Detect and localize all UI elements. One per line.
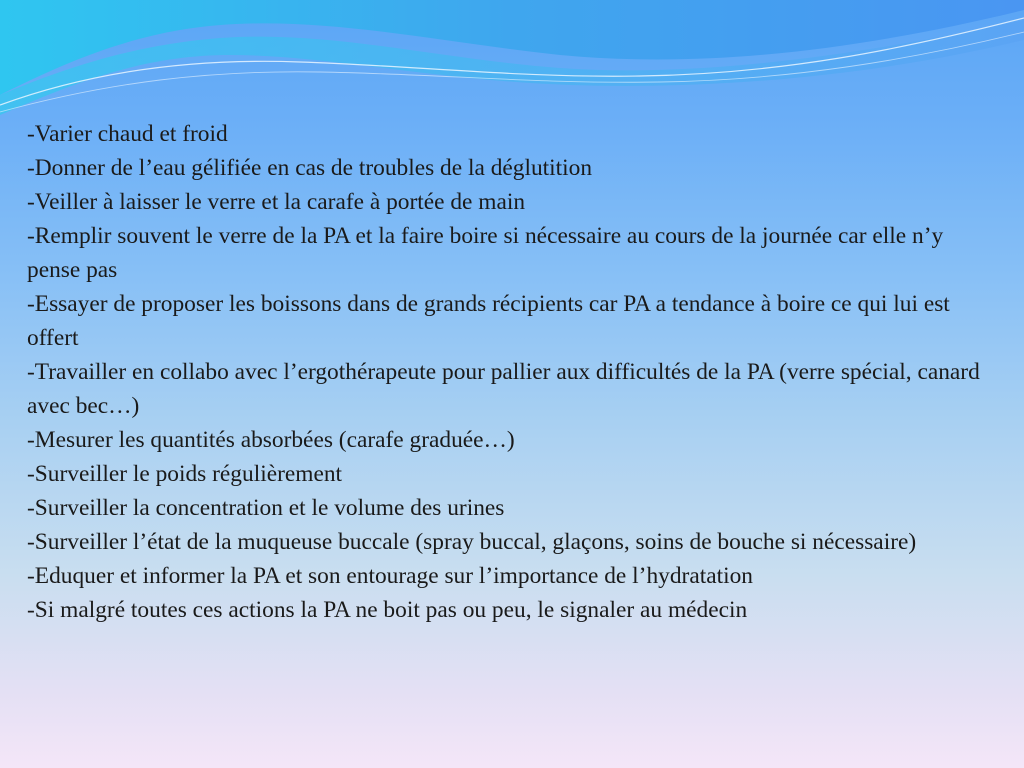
list-item: -Veiller à laisser le verre et la carafe à portée de main	[27, 189, 526, 215]
list-item: -Surveiller le poids régulièrement	[27, 461, 343, 487]
bullet-list	[27, 117, 987, 627]
list-item: -Varier chaud et froid	[27, 121, 228, 147]
list-item: -Travailler en collabo avec l’ergothérapeute pour pallier aux difficultés de la PA (verre spécial, canard avec bec…)	[27, 359, 980, 419]
list-item: -Donner de l’eau gélifiée en cas de troubles de la déglutition	[27, 155, 593, 181]
list-item: -Remplir souvent le verre de la PA et la faire boire si nécessaire au cours de la journée car elle n’y pense pas	[27, 223, 944, 283]
list-item: -Surveiller l’état de la muqueuse buccale (spray buccal, glaçons, soins de bouche si nécessaire)	[27, 529, 917, 555]
list-item: -Eduquer et informer la PA et son entourage sur l’importance de l’hydratation	[27, 563, 753, 589]
list-item: -Essayer de proposer les boissons dans de grands récipients car PA a tendance à boire ce qui lui est offert	[27, 291, 950, 351]
wave-decoration	[0, 0, 1024, 130]
list-item: -Si malgré toutes ces actions la PA ne boit pas ou peu, le signaler au médecin	[27, 597, 748, 623]
list-item: -Surveiller la concentration et le volume des urines	[27, 495, 505, 521]
list-item: -Mesurer les quantités absorbées (carafe graduée…)	[27, 427, 515, 453]
